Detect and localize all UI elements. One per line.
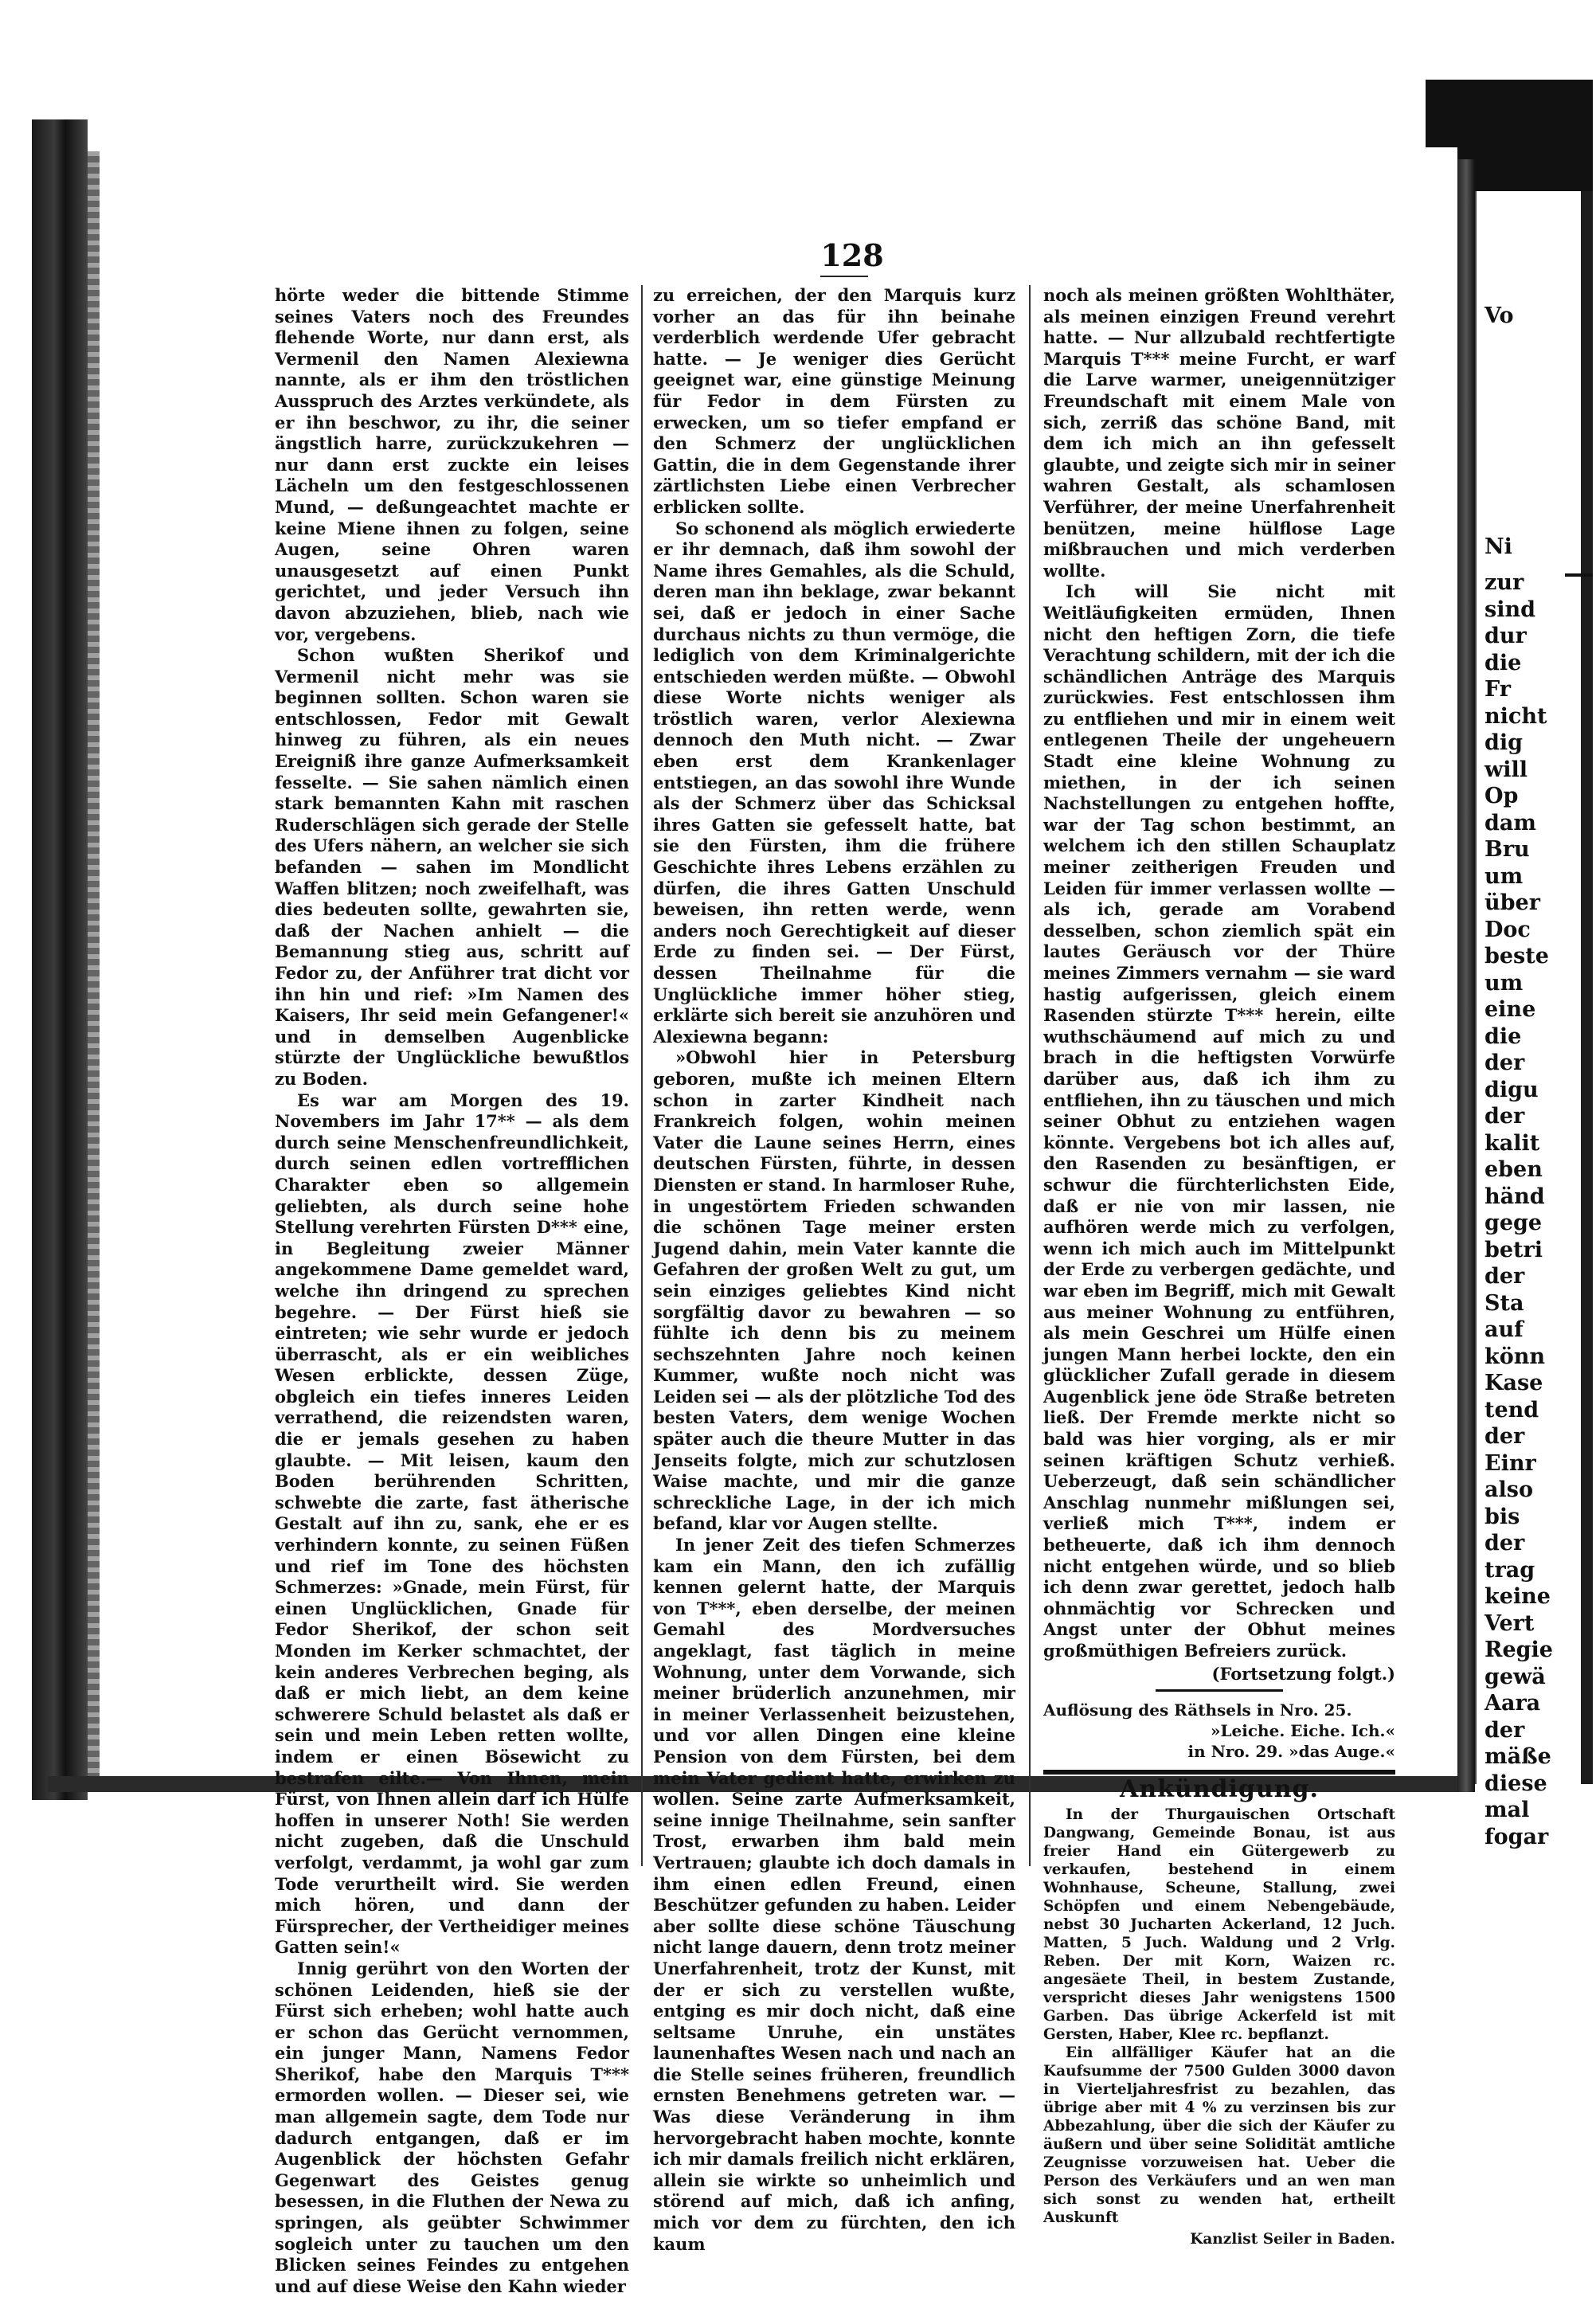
riddle-answer: »Leiche. Eiche. Ich.« (1210, 1721, 1395, 1741)
adjacent-page-word: der (1485, 1717, 1525, 1743)
adjacent-page-word: Doc (1485, 917, 1531, 942)
paragraph: Schon wußten Sherikof und Vermenil nicht mehr was sie beginnen sollten. Schon waren sie entschlossen, Fedor mit Gewalt hinweg zu führen, als ein neues Ereigniß ihre ganze Aufmerksamkeit fesselte. — Sie sahen nämlich einen stark bemannten Kahn mit raschen Ruderschlägen sich gerade der Stelle des Ufers nähern, an welcher sie sich befanden — sahen im Mondlicht Waffen blitzen; noch zweifelhaft, was dies bedeuten sollte, gewahrten sie, daß der Nachen anhielt — die Bemannung stieg aus, schritt auf Fedor zu, der Anführer trat dicht vor ihn hin und rief: »Im Namen des Kaisers, Ihr seid mein Gefangener!« und in demselben Augenblicke stürzte der Unglückliche bewußtlos zu Boden. (275, 645, 629, 1089)
scan-top-margin (0, 0, 1593, 119)
section-rule (1156, 1689, 1283, 1692)
adjacent-page-word: über (1485, 890, 1540, 915)
adjacent-page-word: händ (1485, 1184, 1545, 1209)
adjacent-page-word: die (1485, 1023, 1522, 1049)
riddle-solution (1043, 1700, 1395, 1762)
paragraph: Innig gerührt von den Worten der schönen Leidenden, hieß sie der Fürst sich erheben; wohl hatte auch er schon das Gerücht vernommen, ein junger Mann, Namens Fedor Sherikof, habe den Marquis T*** ermorden wollen. — Dieser sei, wie man allgemein sagte, dem Tode nur dadurch entgangen, daß er im Augenblick der höchsten Gefahr Gegenwart des Geistes genug besessen, in die Fluthen der Newa zu springen, als geübter Schwimmer sogleich unter zu tauchen um den Blicken seines Feindes zu entgehen und auf diese Weise den Kahn wieder (275, 1958, 629, 2296)
adjacent-page-word: Vert (1485, 1610, 1535, 1636)
page-number-underline (820, 276, 868, 277)
adjacent-page-word: also (1485, 1477, 1533, 1502)
adjacent-page-word: gewä (1485, 1664, 1546, 1689)
announcement-title: Ankündigung. (1120, 1775, 1319, 1804)
paragraph: »Obwohl hier in Petersburg geboren, mußte ich meinen Eltern schon in zarter Kindheit nach Frankreich folgen, wohin meinen Vater die Laune seines Herrn, eines deutschen Fürsten, führte, in dessen Diensten er stand. In harmloser Ruhe, in ungestörtem Frieden schwanden die schönen Tage meiner ersten Jugend dahin, mein Vater kannte die Gefahren der großen Welt zu gut, um sein einziges geliebtes Kind nicht sorgfältig davor zu bewahren — so fühlte ich denn bis zu meinem sechszehnten Jahre noch keinen Kummer, wußte noch nicht was Leiden sei — als der plötzliche Tod des besten Vaters, dem wenige Wochen später auch die theure Mutter in das Jenseits folgte, mich zur schutzlosen Waise machte, und mir die ganze schreckliche Lage, in der ich mich befand, klar vor Augen stellte. (653, 1047, 1015, 1534)
adjacent-page-word: Ni (1485, 534, 1512, 559)
adjacent-page-word: fogar (1485, 1824, 1549, 1849)
adjacent-page-word: um (1485, 970, 1524, 996)
adjacent-page-word: diese (1485, 1771, 1547, 1796)
riddle-heading: Auflösung des Räthsels in Nro. 25. (1043, 1700, 1352, 1720)
adjacent-page-fragment (1475, 191, 1594, 1849)
section-rule-thick (1043, 1770, 1395, 1775)
adjacent-page-word: auf (1485, 1317, 1524, 1342)
adjacent-page-word: digu (1485, 1077, 1539, 1102)
adjacent-page-word: die (1485, 650, 1522, 675)
adjacent-page-word: der (1485, 1104, 1525, 1129)
adjacent-page-word: trag (1485, 1557, 1535, 1583)
adjacent-page-word: zur (1485, 570, 1524, 595)
adjacent-page-word: keine (1485, 1584, 1551, 1609)
column-divider (641, 285, 643, 1866)
adjacent-page-word: Einr (1485, 1450, 1536, 1476)
adjacent-page-word: könn (1485, 1344, 1545, 1369)
book-binding-left (32, 119, 88, 1800)
adjacent-page-word: betri (1485, 1237, 1543, 1262)
page-number: 128 (820, 237, 884, 273)
announcement-paragraph: In der Thurgauischen Ortschaft Dangwang, Gemeinde Bonau, ist aus freier Hand ein Gütergewerb zu verkaufen, bestehend in einem Wohnhause, Scheune, Stallung, zwei Schöpfen und einem Nebengebäude, nebst 30 Jucharten Ackerland, 12 Juch. Matten, 5 Juch. Waldung und 2 Vrlg. Reben. Der mit Korn, Waizen rc. angesäete Theil, in bestem Zustande, verspricht dieses Jahr wenigstens 1500 Garben. Das übrige Ackerfeld ist mit Gersten, Haber, Klee rc. bepflanzt. (1043, 1806, 1395, 2043)
adjacent-page-word: bis (1485, 1504, 1520, 1529)
adjacent-page-word: Vo (1485, 303, 1514, 328)
continuation-note: (Fortsetzung folgt.) (1211, 1663, 1395, 1684)
column-right (1043, 285, 1395, 2248)
announcement-signature: Kanzlist Seiler in Baden. (1190, 2230, 1395, 2248)
adjacent-page-word: gege (1485, 1211, 1543, 1235)
riddle-answer: in Nro. 29. »das Auge.« (1187, 1742, 1395, 1762)
adjacent-page-word: dig (1485, 730, 1524, 755)
adjacent-page-word: eben (1485, 1157, 1543, 1182)
adjacent-page-rule (1565, 573, 1593, 577)
column-middle (653, 285, 1015, 2255)
paragraph: So schonend als möglich erwiederte er ihr demnach, daß ihm sowohl der Name ihres Gemahles, als die Schuld, deren man ihn beklage, zwar bekannt sei, daß er jedoch in einer Sache durchaus nichts zu thun vermöge, die lediglich von dem Kriminalgerichte entschieden werden müßte. — Obwohl diese Worte nichts weniger als tröstlich waren, verlor Alexiewna dennoch den Muth nicht. — Zwar eben erst dem Krankenlager entstiegen, an das sowohl ihre Wunde als der Schmerz über das Schicksal ihres Gatten sie gefesselt hatte, bat sie den Fürsten, ihm die frühere Geschichte ihres Lebens erzählen zu dürfen, die ihres Gatten Unschuld beweisen, ihn retten werde, wenn anders noch Gerechtigkeit auf dieser Erde zu finden sei. — Der Fürst, dessen Theilnahme für die Unglückliche immer höher stieg, erklärte sich bereit sie anzuhören und Alexiewna begann: (653, 518, 1015, 1047)
adjacent-page-word: Kase (1485, 1371, 1543, 1395)
adjacent-page-word: eine (1485, 997, 1536, 1022)
paragraph: noch als meinen größten Wohlthäter, als meinen einzigen Freund verehrt hatte. — Nur allzubald rechtfertigte Marquis T*** meine Furcht, er warf die Larve warmer, uneigennütziger Freundschaft mit einem Male von sich, zerriß das schöne Band, mit dem ich mich an ihn gefesselt glaubte, und zeigte sich mir in seiner wahren Gestalt, als schamlosen Verführer, der meine Unerfahrenheit benützen, meine hülflose Lage mißbrauchen und mich verderben wollte. (1043, 285, 1395, 581)
adjacent-page-word: beste (1485, 944, 1549, 968)
adjacent-page-word: der (1485, 1051, 1525, 1075)
adjacent-page-word: will (1485, 757, 1528, 782)
adjacent-page-word: tend (1485, 1397, 1539, 1422)
paragraph: hörte weder die bittende Stimme seines Vaters noch des Freundes flehende Worte, nur dann erst, als Vermenil den Namen Alexiewna nannte, als er ihm den tröstlichen Ausspruch des Arztes verkündete, als er ihn beschwor, zu ihr, die seiner ängstlich harre, zurückzukehren — nur dann erst zuckte ein leises Lächeln um den festgeschlossenen Mund, — deßungeachtet machte er keine Miene ihnen zu folgen, seine Augen, seine Ohren waren unausgesetzt auf einen Punkt gerichtet, und jeder Versuch ihn davon abzuziehen, blieb, nach wie vor, vergebens. (275, 285, 629, 644)
adjacent-page-word: dur (1485, 624, 1527, 648)
paragraph: Ich will Sie nicht mit Weitläufigkeiten ermüden, Ihnen nicht den heftigen Zorn, die tiefe Verachtung schildern, mit der ich die schändlichen Anträge des Marquis zurückwies. Fest entschlossen ihm zu entfliehen und mir in einem weit entlegenen Theile der ungeheuern Stadt eine kleine Wohnung zu miethen, in der ich seinen Nachstellungen zu entgehen hoffte, war der Tag schon bestimmt, an welchem ich den stillen Schauplatz meiner zeitherigen Freuden und Leiden für immer verlassen wollte — als ich, gerade am Vorabend desselben, schon ziemlich spät ein lautes Geräusch vor der Thüre meines Zimmers vernahm — sie ward hastig aufgerissen, gleich einem Rasenden stürzte T*** herein, eilte wuthschäumend auf mich zu und brach in die heftigsten Vorwürfe darüber aus, daß ich ihm zu entfliehen, ihn zu täuschen und mich seiner Obhut zu entziehen wagen könnte. Vergebens bot ich alles auf, den Rasenden zu besänftigen, er schwur die fürchterlichsten Eide, daß er nie von mir lassen, nie aufhören werde mich zu verfolgen, wenn ich mich auch im Mittelpunkt der Erde zu verbergen gedächte, und war eben im Begriff, mich mit Gewalt aus meiner Wohnung zu entführen, als mein Geschrei um Hülfe einen jungen Mann herbei lockte, den ein glücklicher Zufall gerade in diesem Augenblick jene öde Straße betreten ließ. Der Fremde merkte nicht so bald was hier vorging, als er mir seinen kräftigen Schutz verhieß. Ueberzeugt, daß sein schändlicher Anschlag nunmehr mißlungen sei, verließ mich T***, indem er betheuerte, daß ich ihm dennoch nicht entgehen würde, und so blieb ich denn zwar gerettet, jedoch halb ohnmächtig vor Schrecken und Angst unter der Obhut meines großmüthigen Befreiers zurück. (1043, 581, 1395, 1661)
adjacent-page-shadow (1581, 191, 1593, 1784)
announcement-paragraph: Ein allfälliger Käufer hat an die Kaufsumme der 7500 Gulden 3000 davon in Vierteljahresfrist zu bezahlen, das übrige aber mit 4 % zu verzinsen bis zur Abbezahlung, über die sich der Käufer zu äußern und über seine Solidität amtliche Zeugnisse vorzuweisen hat. Ueber die Person des Verkäufers und an wen man sich sonst zu wenden hat, ertheilt Auskunft (1043, 2044, 1395, 2226)
column-divider (1029, 285, 1031, 1866)
adjacent-page-word: Regie (1485, 1638, 1553, 1662)
adjacent-page-word: Sta (1485, 1290, 1524, 1316)
adjacent-page-word: der (1485, 1264, 1525, 1289)
adjacent-page-word: sind (1485, 597, 1535, 622)
adjacent-page-word: um (1485, 863, 1524, 889)
column-left (275, 285, 629, 2297)
adjacent-page-word: Aara (1485, 1691, 1541, 1716)
announcement-body (1043, 1806, 1395, 2248)
paragraph: zu erreichen, der den Marquis kurz vorher an das für ihn beinahe verderblich werdende Ufer gebracht hatte. — Je weniger dies Gerücht geeignet war, eine günstige Meinung für Fedor in dem Fürsten zu erwecken, um so tiefer empfand er den Schmerz der unglücklichen Gattin, die in dem Gegenstande ihrer zärtlichsten Liebe einen Verbrecher erblicken sollte. (653, 285, 1015, 517)
adjacent-page-word: Fr (1485, 677, 1511, 702)
adjacent-page-word: der (1485, 1424, 1525, 1449)
adjacent-page-word: mal (1485, 1798, 1530, 1822)
adjacent-page-word: dam (1485, 810, 1536, 835)
paragraph: In jener Zeit des tiefen Schmerzes kam ein Mann, den ich zufällig kennen gelernt hatte, der Marquis von T***, eben derselbe, der meinen Gemahl des Mordversuches angeklagt, fast täglich in meine Wohnung, unter dem Vorwande, sich meiner brüderlich anzunehmen, mir in meiner Verlassenheit beizustehen, und vor allen Dingen eine kleine Pension von dem Fürsten, bei dem mein Vater gedient hatte, erwirken zu wollen. Seine zarte Aufmerksamkeit, seine innige Theilnahme, sein sanfter Trost, erwarben ihm bald mein Vertrauen; glaubte ich doch damals in ihm einen edlen Freund, einen Beschützer gefunden zu haben. Leider aber sollte diese schöne Täuschung nicht lange dauern, denn trotz meiner Unerfahrenheit, trotz der Kunst, mit der er sich zu verstellen wußte, entging es mir doch nicht, daß eine seltsame Unruhe, ein unstätes launenhaftes Wesen nach und nach an die Stelle seines früheren, freundlich ernsten Benehmens getreten war. — Was diese Veränderung in ihm hervorgebracht haben mochte, konnte ich mir damals freilich nicht erklären, allein sie wirkte so unheimlich und störend auf mich, daß ich anfing, mich vor dem zu fürchten, den ich kaum (653, 1535, 1015, 2254)
adjacent-page-word: der (1485, 1531, 1525, 1555)
adjacent-page-word: mäße (1485, 1744, 1551, 1769)
adjacent-page-word: Op (1485, 784, 1519, 808)
adjacent-page-word: kalit (1485, 1130, 1540, 1156)
book-gutter (1457, 159, 1475, 1792)
adjacent-page-word: nicht (1485, 703, 1547, 729)
adjacent-page-word: Bru (1485, 837, 1530, 862)
paragraph: Es war am Morgen des 19. Novembers im Jahr 17** — als dem durch seine Menschenfreundlichkeit, durch seinen edlen vortrefflichen Charakter eben so allgemein geliebten, als durch seine hohe Stellung verehrten Fürsten D*** eine, in Begleitung zweier Männer angekommene Dame gemeldet ward, welche ihn dringend zu sprechen begehre. — Der Fürst hieß sie eintreten; wie sehr wurde er jedoch überrascht, als er ein weibliches Wesen erblickte, dessen Züge, obgleich ein tiefes inneres Leiden verrathend, die reizendsten waren, die er jemals gesehen zu haben glaubte. — Mit leisen, kaum den Boden berührenden Schritten, schwebte die zarte, fast ätherische Gestalt auf ihn zu, sank, ehe er es verhindern konnte, zu seinen Füßen und rief im Tone des höchsten Schmerzes: »Gnade, mein Fürst, für einen Unglücklichen, Gnade für Fedor Sherikof, der schon seit Monden im Kerker schmachtet, der kein anderes Verbrechen beging, als daß er mich liebt, an dem keine schwerere Schuld belastet als daß er sein und mein Leben retten wollte, indem er einen Bösewicht zu bestrafen eilte.— Von Ihnen, mein Fürst, von Ihnen allein darf ich Hülfe hoffen in unserer Noth! Sie werden nicht zugeben, daß die Unschuld verfolgt, verdammt, ja wohl gar zum Tode verurtheilt wird. Sie werden mich hören, und dann der Fürsprecher, der Vertheidiger meines Gatten sein!« (275, 1090, 629, 1958)
